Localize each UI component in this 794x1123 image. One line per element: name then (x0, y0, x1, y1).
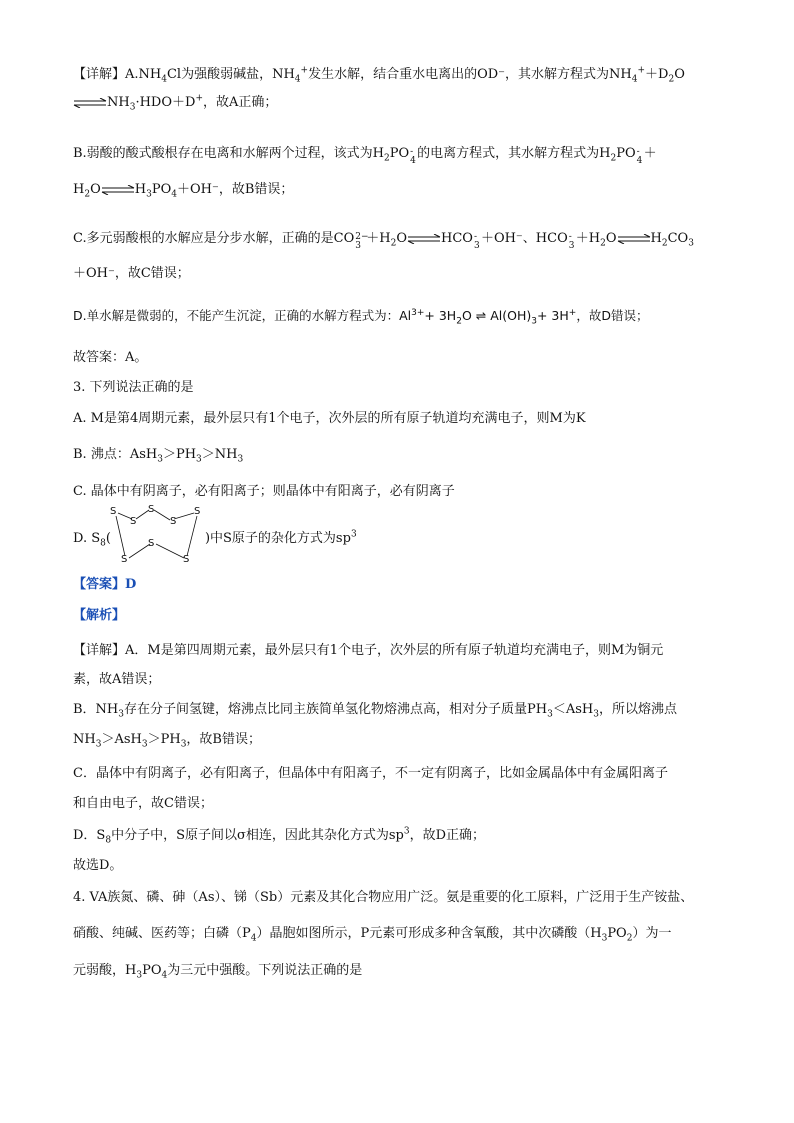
sub: 4 (294, 74, 301, 85)
text: + 3H (536, 308, 569, 323)
sub: 3 (473, 241, 480, 251)
sub: 2 (390, 238, 397, 249)
para-line-3 (73, 145, 657, 166)
para-line-8: 故答案：A。 (73, 350, 148, 365)
sup: + (195, 93, 203, 104)
text: B.弱酸的酸式酸根存在电离和水解两个过程，该式为H (73, 146, 385, 161)
sub: 3 (157, 454, 163, 465)
text: O (90, 182, 101, 197)
text: ( (105, 531, 111, 546)
sub: 3 (95, 739, 102, 750)
question-3-title: 3. 下列说法正确的是 (73, 380, 194, 395)
sup: 3 (350, 529, 357, 540)
text: B. 沸点：AsH (73, 447, 158, 462)
sup: - (410, 147, 414, 157)
sub: 3 (688, 238, 694, 249)
sub: 3 (593, 709, 599, 720)
para-line-1 (73, 66, 685, 84)
explain-line-2: 素，故A错误； (73, 672, 161, 687)
text: ＞AsH (101, 732, 142, 747)
sub: 2 (84, 189, 91, 200)
sub: 2 (456, 316, 462, 327)
explain-line-5: C．晶体中有阴离子，必有阳离子，但晶体中有阳离子，不一定有阴离子，比如金属晶体中有金属阳离子 (73, 766, 668, 781)
sub: 3 (547, 709, 553, 720)
explain-line-4 (73, 731, 261, 749)
sub: 3 (568, 241, 575, 251)
text: D.单水解是微弱的，不能产生沉淀，正确的水解方程式为：Al (73, 308, 412, 323)
sub: 4 (631, 74, 638, 85)
text: 【详解】A.NH (73, 67, 162, 82)
sub: 3 (146, 189, 152, 200)
sub: 3 (118, 709, 124, 720)
sub: 3 (196, 454, 202, 465)
text: ，故D错误； (576, 308, 649, 323)
text: NH (73, 732, 96, 747)
para-line-6: ＋OH⁻，故C错误； (73, 266, 190, 281)
sub: 3 (237, 454, 244, 465)
text: PO (607, 926, 627, 941)
para-line-2 (73, 94, 277, 112)
sub: 4 (171, 189, 177, 200)
sub: 2 (384, 153, 390, 164)
answer-tag: 【答案】D (73, 577, 137, 592)
text: ，故A正确； (202, 95, 278, 110)
text: 元弱酸，H (73, 963, 137, 978)
text: ＋H (575, 231, 601, 246)
sulfur-atom: S (148, 538, 155, 549)
explain-line-7 (73, 827, 485, 845)
text: ＜AsH (552, 702, 594, 717)
sub: 4 (161, 970, 168, 981)
text: 的电离方程式，其水解方程式为H (417, 146, 611, 161)
text: H (73, 182, 85, 197)
sulfur-atom: S (170, 516, 177, 527)
sulfur-atom: S (148, 504, 155, 515)
text: ＋ (643, 146, 657, 161)
ion-charge (568, 230, 576, 251)
ion-charge (409, 145, 417, 166)
text: Cl为强酸弱碱盐，NH (166, 67, 295, 82)
text: 中分子中，S原子间以σ相连，因此其杂化方式为sp (111, 828, 404, 843)
explain-line-1: 【详解】A．M是第四周期元素，最外层只有1个电子，次外层的所有原子轨道均充满电子，则M为铜元 (73, 643, 664, 658)
ion-charge (636, 145, 644, 166)
sub: 3 (136, 970, 143, 981)
text: ＋OH⁻、HCO (480, 231, 568, 246)
sub: 8 (100, 538, 106, 549)
sub: 2 (610, 153, 617, 164)
para-line-4 (73, 181, 293, 199)
explain-line-6: 和自由电子，故C错误； (73, 796, 213, 811)
para-line-7 (73, 307, 648, 325)
sub: 4 (161, 74, 167, 85)
sub: 2 (668, 74, 675, 85)
sulfur-atom: S (194, 506, 201, 517)
para-line-5 (73, 230, 694, 251)
text: PO (389, 146, 410, 161)
text: )中S原子的杂化方式为sp (204, 531, 351, 546)
text: ＋H (366, 231, 391, 246)
text: B．NH (73, 702, 119, 717)
text: CO (667, 231, 689, 246)
text: 为三元中强酸。下列说法正确的是 (167, 963, 363, 978)
sub: 4 (250, 933, 257, 944)
explain-line-3 (73, 701, 677, 719)
sulfur-atom: S (130, 516, 137, 527)
sub: 3 (355, 241, 361, 251)
sulfur-atom: S (121, 554, 128, 565)
text: PO (616, 146, 636, 161)
text: O (605, 231, 617, 246)
sub: 2 (626, 933, 633, 944)
text: D．S (73, 828, 106, 843)
text: H (650, 231, 662, 246)
equilibrium-arrow-icon (617, 234, 651, 244)
text: O ⇌ Al(OH) (461, 308, 532, 323)
sulfur-atom: S (110, 506, 117, 517)
text: NH (107, 95, 130, 110)
equilibrium-arrow-icon (407, 234, 441, 244)
text: PO (151, 182, 172, 197)
text: ，故B错误； (186, 732, 261, 747)
sub: 3 (129, 102, 136, 113)
text: ＞PH (147, 732, 181, 747)
sup: - (473, 232, 477, 242)
text: PO (142, 963, 162, 978)
question-4-line-1: 4. VA族氮、磷、砷（As）、锑（Sb）元素及其化合物应用广泛。氨是重要的化工原料，广泛用于生产铵盐、 (73, 890, 694, 905)
sub: 3 (601, 933, 608, 944)
sub: 4 (410, 156, 416, 166)
ion-charge (473, 230, 481, 251)
sup: 2− (355, 232, 369, 242)
text: ＞PH (162, 447, 197, 462)
option-b (73, 446, 243, 464)
sup: 3 (403, 826, 410, 837)
sulfur-atom: S (183, 554, 190, 565)
text: D. S (73, 531, 101, 546)
sub: 3 (141, 739, 148, 750)
text: ）晶胞如图所示，P元素可形成多种含氧酸，其中次磷酸（H (256, 926, 602, 941)
text: 发生水解，结合重水电离出的OD⁻，其水解方程式为NH (308, 67, 632, 82)
option-c: C. 晶体中有阴离子，必有阳离子；则晶体中有阳离子，必有阴离子 (73, 484, 455, 499)
text: ，故D正确； (409, 828, 486, 843)
text: C.多元弱酸根的水解应是分步水解，正确的是CO (73, 231, 355, 246)
option-a: A. M是第4周期元素，最外层只有1个电子，次外层的所有原子轨道均充满电子，则M为K (73, 411, 586, 426)
text: O (674, 67, 685, 82)
sub: 3 (531, 316, 537, 327)
sub: 4 (636, 156, 643, 166)
sub: 8 (105, 835, 112, 846)
analysis-tag: 【解析】 (73, 608, 126, 623)
text: ，所以熔沸点 (598, 702, 677, 717)
question-4-line-3 (73, 962, 362, 980)
sup: + (568, 307, 577, 318)
question-4-line-2 (73, 925, 671, 943)
text: O (396, 231, 407, 246)
sup: - (568, 232, 572, 242)
text: ＞NH (201, 447, 238, 462)
ion-charge (354, 230, 369, 251)
text: HCO (440, 231, 473, 246)
sup: + (300, 65, 309, 76)
text: 硝酸、纯碱、医药等；白磷（P (73, 926, 251, 941)
sup: + (637, 65, 646, 76)
text: ＋D (645, 67, 669, 82)
text: ·HDO＋D (135, 95, 196, 110)
sub: 3 (180, 739, 187, 750)
sup: 3+ (411, 307, 425, 318)
text: H (134, 182, 147, 197)
sub: 2 (600, 238, 606, 249)
equilibrium-arrow-icon (101, 185, 135, 195)
explain-line-8: 故选D。 (73, 858, 123, 873)
text: ＋OH⁻，故B错误； (176, 182, 294, 197)
text: + 3H (424, 308, 457, 323)
text: ）为一 (632, 926, 672, 941)
s8-ring-structure (105, 504, 208, 568)
sub: 2 (661, 238, 668, 249)
sup: - (636, 147, 640, 157)
equilibrium-arrow-icon (73, 98, 107, 108)
text: 存在分子间氢键，熔沸点比同主族简单氢化物熔沸点高，相对分子质量PH (124, 702, 548, 717)
